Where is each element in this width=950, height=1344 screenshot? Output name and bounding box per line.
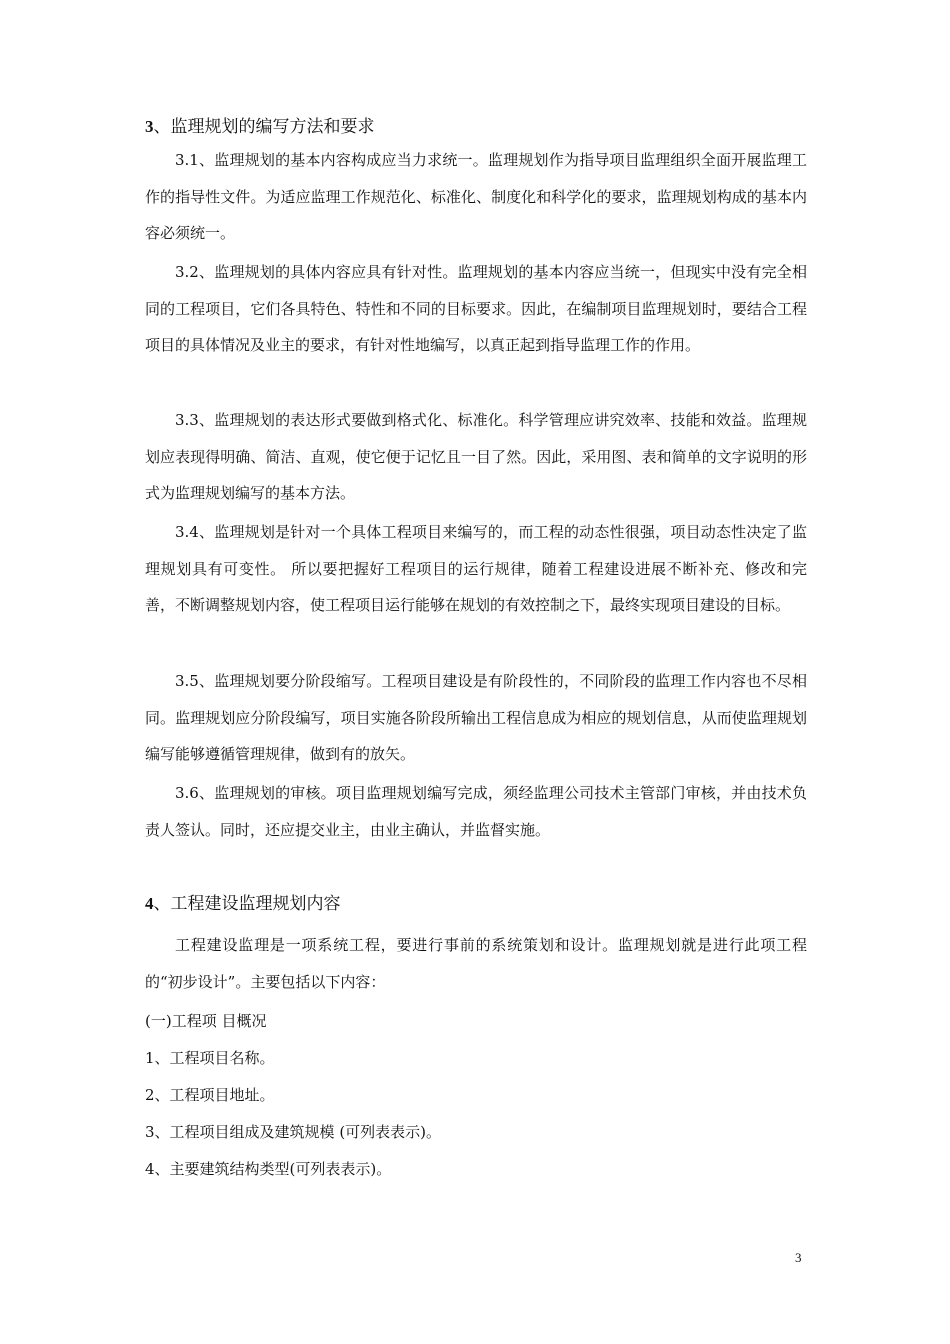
paragraph-3-5: 3.5、监理规划要分阶段缩写。工程项目建设是有阶段性的，不同阶段的监理工作内容也不尽相同。监理规划应分阶段编写，项目实施各阶段所输出工程信息成为相应的规划信息，从而使监理规划编写能够遵循管理规律，做到有的放矢。 [145, 672, 807, 763]
paragraph-3-2: 3.2、监理规划的具体内容应具有针对性。监理规划的基本内容应当统一，但现实中没有完全相同的工程项目，它们各具特色、特性和不同的目标要求。因此，在编制项目监理规划时，要结合工程项目的具体情况及业主的要求，有针对性地编写，以真正起到指导监理工作的作用。 [145, 263, 807, 354]
section-3-title: 、监理规划的编写方法和要求 [153, 117, 375, 137]
list-item: 4、主要建筑结构类型(可列表表示)。 [145, 1160, 392, 1178]
paragraph-3-3: 3.3、监理规划的表达形式要做到格式化、标准化。科学管理应讲究效率、技能和效益。监理规划应表现得明确、简洁、直观，使它便于记忆且一目了然。因此，采用图、表和简单的文字说明的形式为监理规划编写的基本方法。 [145, 411, 807, 502]
section-3-number: 3 [145, 117, 154, 136]
paragraph-3-6: 3.6、监理规划的审核。项目监理规划编写完成，须经监理公司技术主管部门审核，并由技术负责人签认。同时，还应提交业主，由业主确认，并监督实施。 [145, 784, 807, 839]
section-4-title: 、工程建设监理规划内容 [153, 894, 341, 914]
paragraph-3-1: 3.1、监理规划的基本内容构成应当力求统一。监理规划作为指导项目监理组织全面开展监理工作的指导性文件。为适应监理工作规范化、标准化、制度化和科学化的要求，监理规划构成的基本内容必须统一。 [145, 151, 807, 242]
page-number: 3 [795, 1250, 802, 1265]
list-item: 3、工程项目组成及建筑规模 (可列表表示)。 [145, 1123, 442, 1141]
list-item: 2、工程项目地址。 [145, 1086, 275, 1104]
section-3-heading [145, 115, 375, 139]
section-4-intro: 工程建设监理是一项系统工程，要进行事前的系统策划和设计。监理规划就是进行此项工程的“初步设计”。主要包括以下内容： [145, 936, 807, 991]
paragraph-3-4: 3.4、监理规划是针对一个具体工程项目来编写的，而工程的动态性很强，项目动态性决定了监理规划具有可变性。 所以要把握好工程项目的运行规律，随着工程建设进展不断补充、修改和完善，不断调整规划内容，使工程项目运行能够在规划的有效控制之下，最终实现项目建设的目标。 [145, 523, 807, 614]
list-item: 1、工程项目名称。 [145, 1049, 275, 1067]
subheading-project-overview: (一)工程项 目概况 [145, 1012, 267, 1030]
section-4-number: 4 [145, 894, 154, 913]
section-4-heading [145, 892, 341, 916]
